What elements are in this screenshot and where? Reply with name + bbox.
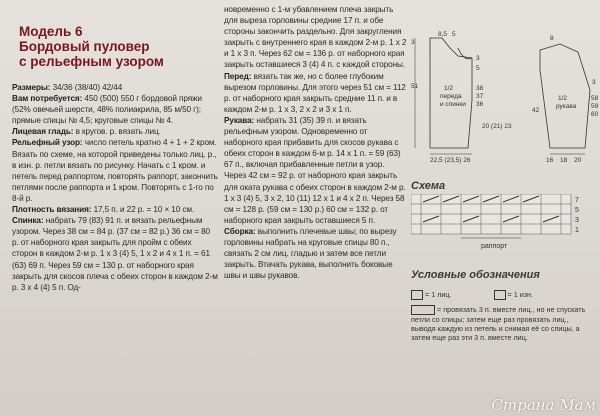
col2-paragraph bbox=[224, 4, 408, 71]
section-text: выполнить плечевые швы; по вырезу горловины набрать на круговые спицы 80 п., связать 2 см лиц. гладью и затем все петли закрыть. Втачать рукава, выполнить боковые швы и швы рукавов. bbox=[224, 226, 397, 281]
section-text: набрать 31 (35) 39 п. и вязать рельефным узором. Одновременно от наборного края прибавить для скосов рукава с обеих сторон в каждом 6-м р. 14 х 1 п. = 59 (63) 67 п., включая прибавленные петли в узор. Через 42 см = 92 р. от наборного края закрыть для оката рукава с обеих сторон в каждом 2-м р. 1 х 3 (4) 5, 3 х 2, 10 (11) 12 х 1 и 4 х 2 п. Через 58 см = 128 р. (59 см = 130 р.) 60 см = 132 р. от наборного края закрыть оставшиеся 5 п. bbox=[224, 115, 406, 225]
model-subtitle: с рельефным узором bbox=[19, 54, 164, 69]
svg-text:1: 1 bbox=[575, 227, 579, 234]
svg-text:36: 36 bbox=[476, 101, 484, 108]
section-text: 34/36 (38/40) 42/44 bbox=[50, 83, 123, 92]
section-text: 17,5 п. и 22 р. = 10 × 10 см. bbox=[91, 205, 195, 215]
col2-paragraph bbox=[224, 226, 408, 281]
svg-text:20 (21) 23: 20 (21) 23 bbox=[482, 123, 512, 130]
section-label: Сборка: bbox=[224, 226, 256, 236]
svg-text:5: 5 bbox=[575, 207, 579, 214]
svg-text:3: 3 bbox=[592, 79, 596, 86]
col1-paragraph bbox=[12, 204, 218, 215]
col1-paragraph bbox=[12, 137, 218, 204]
legend-item-cluster: = провязать 3 п. вместе лиц., но не спускать петли со спицы; затем еще раз провязать лиц., выводя каждую из петель и снимая её со спицы, а затем еще раз эти 3 п. вместе лиц. bbox=[411, 305, 586, 343]
section-text: число петель кратно 4 + 1 + 2 кром. Вязать по схеме, на которой приведены только лиц. р., в изн. р. петли вязать по рисунку. Начать с 1 кром. и петель перед раппортом, повторять раппорт, закончить петлями после раппорта и 1 кром. Повторять с 1-го по 8-й р. bbox=[12, 138, 218, 203]
section-label: Рукава: bbox=[224, 115, 255, 125]
col2-paragraph bbox=[224, 71, 408, 115]
model-title bbox=[19, 24, 219, 69]
svg-text:60: 60 bbox=[591, 111, 599, 118]
svg-text:1/2: 1/2 bbox=[444, 85, 454, 92]
svg-text:3: 3 bbox=[575, 217, 579, 224]
svg-text:18: 18 bbox=[560, 157, 568, 164]
legend-item-purl: = 1 изн. bbox=[507, 290, 533, 299]
svg-text:и спинки: и спинки bbox=[440, 101, 466, 108]
section-label: Рельефный узор: bbox=[12, 138, 83, 148]
watermark: Страна Мам bbox=[491, 396, 596, 414]
knitting-chart bbox=[411, 194, 591, 254]
svg-text:8,5: 8,5 bbox=[438, 31, 448, 38]
section-label: Перед: bbox=[224, 71, 252, 81]
section-text: новременно с 1-м убавлением плеча закрыть для выреза горловины средние 17 п. и обе стороны закончить раздельно. Для закругления закрыть с внутреннего края в каждом 2-м р. 1 х 2 и 1 х 3 п. Через 62 см = 136 р. от наборного края закрыть оставшиеся 3 (4) 4 п. с каждой стороны. bbox=[224, 5, 407, 70]
col2-paragraph bbox=[224, 115, 408, 226]
svg-text:51: 51 bbox=[411, 83, 419, 90]
col1-paragraph bbox=[12, 215, 218, 293]
svg-text:59: 59 bbox=[591, 103, 599, 110]
section-label: Вам потребуется: bbox=[12, 94, 83, 104]
model-number: Модель 6 bbox=[19, 24, 83, 39]
section-text: вязать так же, но с более глубоким вырезом горловины. Для этого через 51 см = 112 р. от наборного края закрыть средние 11 п. и в каждом 2-м р. 1 х 3, 2 х 2 и 3 х 1 п. bbox=[224, 71, 406, 114]
section-label: Плотность вязания: bbox=[12, 205, 92, 215]
cross-stitch-symbol-icon bbox=[411, 305, 435, 315]
svg-text:3: 3 bbox=[411, 39, 415, 46]
model-name: Бордовый пуловер bbox=[19, 39, 150, 54]
svg-text:37: 37 bbox=[476, 93, 484, 100]
col1-paragraph bbox=[12, 82, 218, 93]
section-label: Спинка: bbox=[12, 216, 44, 226]
instructions-column-1 bbox=[12, 82, 218, 293]
section-label: Размеры: bbox=[12, 83, 51, 92]
section-text: 450 (500) 550 г бордовой пряжи (52% овечьей шерсти, 48% полиакрила, 85 м/50 г); прямые спицы № 4,5; круговые спицы № 4. bbox=[12, 94, 202, 126]
section-label: Лицевая гладь: bbox=[12, 127, 74, 137]
col1-paragraph bbox=[12, 126, 218, 137]
svg-text:16: 16 bbox=[546, 157, 554, 164]
svg-text:3: 3 bbox=[476, 55, 480, 62]
svg-text:1/2: 1/2 bbox=[558, 95, 568, 102]
legend-item-knit: = 1 лиц. bbox=[425, 290, 452, 299]
rapport-label: раппорт bbox=[481, 243, 508, 250]
svg-text:переда: переда bbox=[440, 93, 462, 100]
svg-text:22,5 (23,5) 26: 22,5 (23,5) 26 bbox=[430, 157, 471, 164]
garment-pattern-diagram bbox=[410, 30, 600, 170]
svg-text:42: 42 bbox=[532, 107, 540, 114]
section-text: набрать 79 (83) 91 п. и вязать рельефным узором. Через 38 см = 84 р. (37 см = 82 р.) 36 см = 80 р. от наборного края закрыть для пройм с обеих сторон в каждом 2-м р. 1 х 3 (4) 5, 1 х 2 и 4 х 1 п. = 61 (63) 69 п. Через 59 см = 130 р. от наборного края закрыть для скосов плеча с обеих сторон в каждом 2-м р. 3 х 4 (4) 5 п. Од- bbox=[12, 216, 218, 292]
legend bbox=[411, 290, 591, 342]
svg-text:38: 38 bbox=[476, 85, 484, 92]
svg-text:20: 20 bbox=[574, 157, 582, 164]
svg-text:5: 5 bbox=[476, 65, 480, 72]
legend-title: Условные обозначения bbox=[411, 269, 540, 281]
knit-symbol-icon bbox=[411, 290, 423, 300]
col1-paragraph bbox=[12, 93, 218, 126]
svg-text:58: 58 bbox=[591, 95, 599, 102]
svg-text:5: 5 bbox=[452, 31, 456, 38]
purl-symbol-icon bbox=[494, 290, 506, 300]
svg-text:8: 8 bbox=[550, 35, 554, 42]
instructions-column-2 bbox=[224, 4, 408, 281]
schema-title: Схема bbox=[411, 180, 446, 192]
svg-text:рукава: рукава bbox=[556, 103, 577, 110]
svg-text:7: 7 bbox=[575, 197, 579, 204]
section-text: в кругов. р. вязать лиц. bbox=[73, 127, 161, 137]
